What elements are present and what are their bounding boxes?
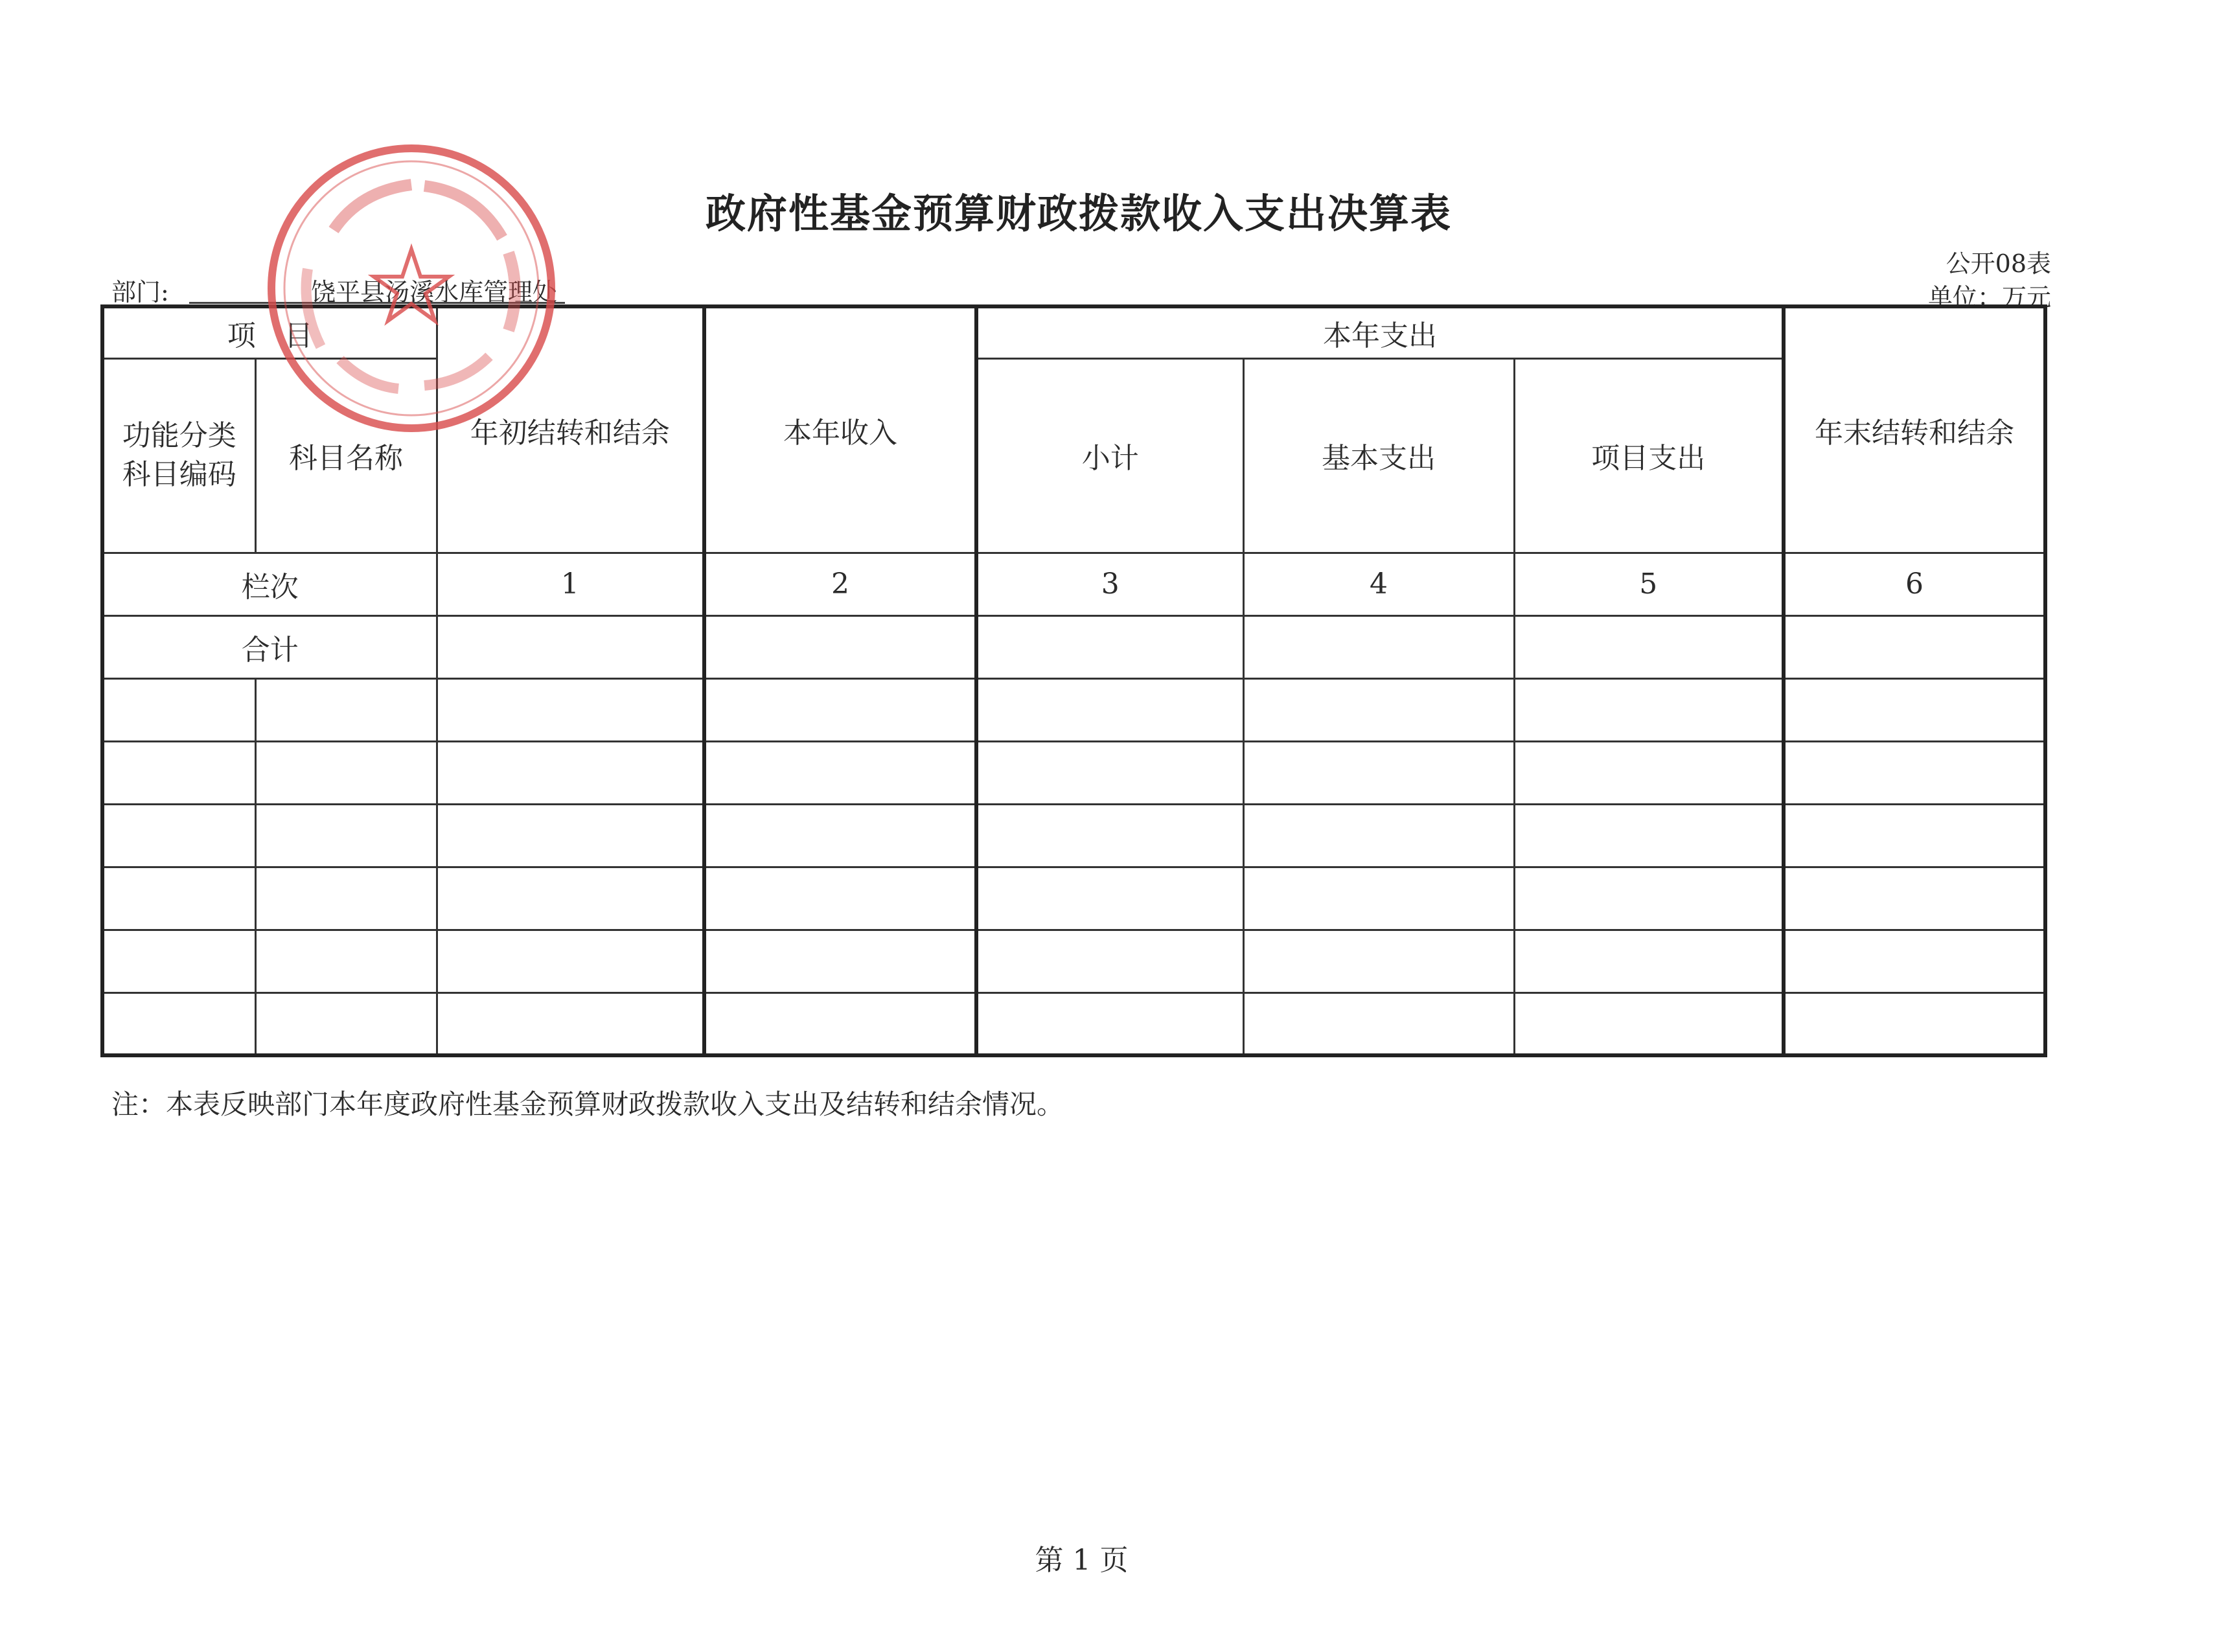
table-cell (704, 930, 976, 992)
header-ending-balance: 年末结转和结余 (1784, 306, 2045, 553)
column-number: 3 (976, 553, 1243, 615)
table-cell (1514, 867, 1784, 930)
table-cell (255, 992, 437, 1055)
table-cell (102, 741, 255, 804)
page-number: 第 1 页 (1035, 1544, 1129, 1577)
table-cell (437, 804, 704, 867)
column-number: 6 (1784, 553, 2045, 615)
table-cell (437, 867, 704, 930)
table-cell (255, 804, 437, 867)
table-row (102, 930, 2045, 992)
table-cell (976, 741, 1243, 804)
table-cell (704, 804, 976, 867)
table-cell (1514, 992, 1784, 1055)
header-subtotal: 小计 (976, 358, 1243, 553)
total-label: 合计 (102, 615, 437, 678)
header-beginning-balance: 年初结转和结余 (437, 306, 704, 553)
form-code: 公开08表 (1946, 249, 2051, 278)
table-cell (255, 741, 437, 804)
table-row (102, 678, 2045, 741)
table-row (102, 741, 2045, 804)
header-function-code-line2: 科目编码 (122, 458, 236, 491)
total-cell (1784, 615, 2045, 678)
header-current-income: 本年收入 (704, 306, 976, 553)
table-cell (704, 867, 976, 930)
header-current-expense: 本年支出 (976, 306, 1784, 358)
table-cell (1243, 930, 1514, 992)
table-cell (437, 741, 704, 804)
table-row (102, 804, 2045, 867)
official-seal-icon (262, 139, 560, 437)
header-function-code-line1: 功能分类 (122, 419, 236, 452)
table-cell (1243, 678, 1514, 741)
total-cell (1243, 615, 1514, 678)
total-cell (976, 615, 1243, 678)
header-subject-name: 科目名称 (255, 358, 437, 553)
table-cell (704, 741, 976, 804)
table-cell (1514, 741, 1784, 804)
table-cell (704, 678, 976, 741)
document-title: 政府性基金预算财政拨款收入支出决算表 (705, 190, 1452, 237)
column-number: 2 (704, 553, 976, 615)
table-cell (255, 678, 437, 741)
table-cell (1243, 867, 1514, 930)
table-cell (1784, 992, 2045, 1055)
department-label: 部门: (111, 278, 169, 306)
table-cell (976, 930, 1243, 992)
table-cell (976, 678, 1243, 741)
table-row (102, 867, 2045, 930)
header-function-code (102, 358, 255, 553)
table-cell (1784, 867, 2045, 930)
table-cell (102, 930, 255, 992)
table-cell (437, 678, 704, 741)
table-cell (1243, 992, 1514, 1055)
table-cell (1784, 804, 2045, 867)
column-number: 1 (437, 553, 704, 615)
table-cell (704, 992, 976, 1055)
header-basic-expense: 基本支出 (1243, 358, 1514, 553)
table-note: 注：本表反映部门本年度政府性基金预算财政拨款收入支出及结转和结余情况。 (111, 1088, 1064, 1120)
table-cell (102, 804, 255, 867)
total-cell (704, 615, 976, 678)
table-cell (1514, 804, 1784, 867)
table-cell (1514, 930, 1784, 992)
table-cell (1243, 741, 1514, 804)
table-cell (1514, 678, 1784, 741)
total-row (102, 615, 2045, 678)
total-cell (437, 615, 704, 678)
table-cell (102, 867, 255, 930)
table-cell (976, 867, 1243, 930)
table-cell (1243, 804, 1514, 867)
department-name: 饶平县汤溪水库管理处 (311, 278, 558, 306)
total-cell (1514, 615, 1784, 678)
unit-label: 单位：万元 (1927, 283, 2051, 312)
column-number: 5 (1514, 553, 1784, 615)
column-index-row (102, 553, 2045, 615)
table-cell (1784, 741, 2045, 804)
column-number: 4 (1243, 553, 1514, 615)
table-row (102, 992, 2045, 1055)
table-cell (255, 930, 437, 992)
table-cell (437, 992, 704, 1055)
table-cell (1784, 678, 2045, 741)
table-cell (255, 867, 437, 930)
table-cell (976, 992, 1243, 1055)
table-cell (976, 804, 1243, 867)
table-cell (1784, 930, 2045, 992)
header-project: 项 目 (102, 306, 437, 358)
table-cell (102, 992, 255, 1055)
header-project-expense: 项目支出 (1514, 358, 1784, 553)
column-index-label: 栏次 (102, 553, 437, 615)
table-cell (102, 678, 255, 741)
table-cell (437, 930, 704, 992)
